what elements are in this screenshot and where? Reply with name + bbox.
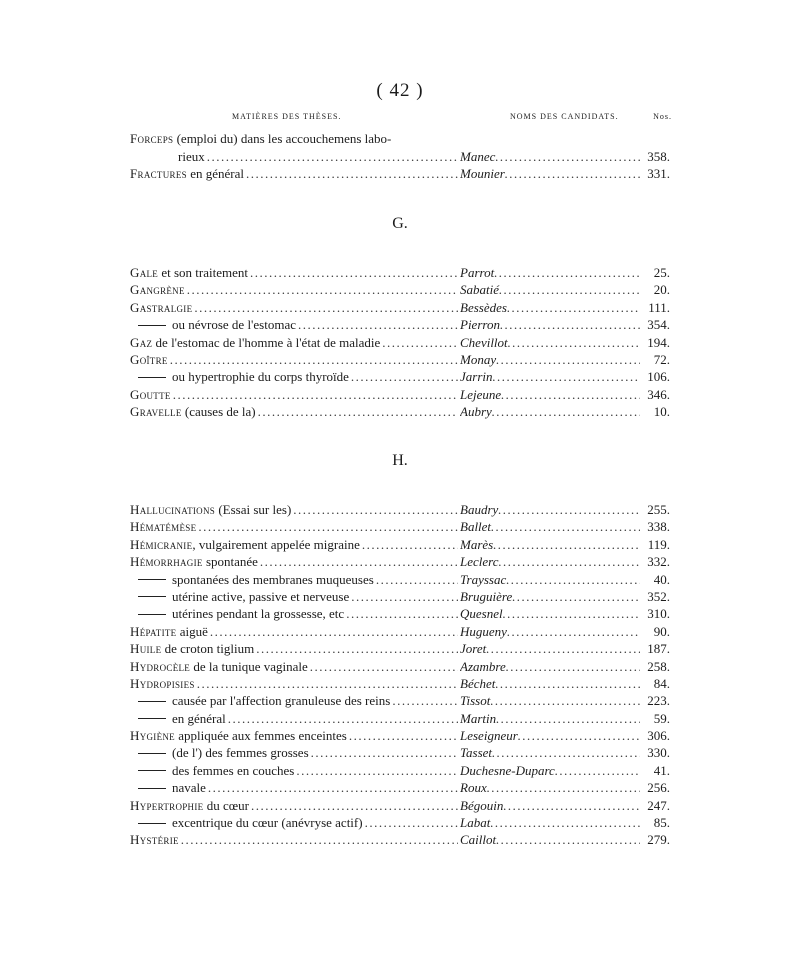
entry-subject: Hypertrophie du cœur .....	[130, 797, 458, 814]
entry-number: 338.	[647, 519, 670, 535]
entry-row	[130, 553, 670, 570]
entry-subject: Gravelle (causes de la) .....	[130, 403, 458, 420]
entry-candidate: Baudry .....	[460, 501, 640, 518]
entry-candidate: Ballet .....	[460, 518, 640, 535]
entry-number: 41.	[653, 762, 670, 778]
entry-row	[130, 623, 670, 640]
entry-subject: utérine active, passive et nerveuse .....	[130, 588, 458, 605]
entry-number: 247.	[647, 797, 670, 813]
entry-row	[130, 368, 670, 385]
entry-number: 279.	[647, 832, 670, 848]
entry-candidate: Chevillot .....	[460, 334, 640, 351]
entry-candidate: Sabatié .....	[460, 281, 640, 298]
entry-number: 40.	[653, 571, 670, 587]
entry-row	[130, 692, 670, 709]
entry-row	[130, 351, 670, 368]
entry-number: 85.	[653, 815, 670, 831]
entry-number: 106.	[647, 369, 670, 385]
page-number: ( 42 )	[376, 80, 424, 101]
entry-number: 90.	[653, 623, 670, 639]
entry-candidate: Martin .....	[460, 710, 640, 727]
entry-candidate: Mounier .....	[460, 165, 640, 182]
entry-subject: spontanées des membranes muqueuses .....	[130, 571, 458, 588]
entry-subject: Gangrène .....	[130, 281, 458, 298]
ditto-dash	[138, 753, 166, 754]
entry-candidate: Monay .....	[460, 351, 640, 368]
entry-number: 352.	[647, 588, 670, 604]
entry-row	[130, 675, 670, 692]
entry-number: 111.	[648, 299, 670, 315]
entry-number: 20.	[653, 282, 670, 298]
entry-candidate: Bégouin .....	[460, 797, 640, 814]
entry-row	[130, 744, 670, 761]
entry-number: 187.	[647, 641, 670, 657]
entry-subject: Fractures en général .....	[130, 165, 458, 182]
entry-number: 346.	[647, 386, 670, 402]
entry-candidate: Manec .....	[460, 148, 640, 165]
entry-subject: Goutte .....	[130, 386, 458, 403]
entry-number: 223.	[647, 693, 670, 709]
entry-candidate: Roux .....	[460, 779, 640, 796]
entry-subject: excentrique du cœur (anévryse actif) .....	[130, 814, 458, 831]
entry-row	[130, 165, 670, 182]
entry-row	[130, 334, 670, 351]
entry-row	[130, 797, 670, 814]
entry-subject: Gaz de l'estomac de l'homme à l'état de maladie .....	[130, 334, 458, 351]
entry-number: 331.	[647, 166, 670, 182]
header-subject: MATIÈRES DES THÈSES.	[232, 112, 342, 121]
entry-subject: Hémorrhagie spontanée .....	[130, 553, 458, 570]
entry-number: 59.	[653, 710, 670, 726]
entry-subject: Hallucinations (Essai sur les) .....	[130, 501, 458, 518]
header-candidates: NOMS DES CANDIDATS.	[510, 112, 619, 121]
entry-number: 84.	[653, 675, 670, 691]
entry-subject: Hygiène appliquée aux femmes enceintes .....	[130, 727, 458, 744]
entry-row	[130, 281, 670, 298]
entry-number: 332.	[647, 554, 670, 570]
entry-candidate: Hugueny .....	[460, 623, 640, 640]
section-g-entries	[130, 264, 670, 421]
entry-number: 10.	[653, 404, 670, 420]
entry-subject: Hépatite aiguë .....	[130, 623, 458, 640]
entry-row	[130, 403, 670, 420]
entry-candidate: Leseigneur .....	[460, 727, 640, 744]
entry-subject: causée par l'affection granuleuse des reins .....	[130, 692, 458, 709]
header-number: Nos.	[653, 112, 672, 121]
entry-subject: (de l') des femmes grosses .....	[130, 744, 458, 761]
entry-candidate: Marès .....	[460, 536, 640, 553]
ditto-dash	[138, 579, 166, 580]
entry-candidate: Quesnel .....	[460, 605, 640, 622]
entry-candidate: Aubry .....	[460, 403, 640, 420]
entry-row	[130, 386, 670, 403]
entry-number: 119.	[647, 536, 670, 552]
section-letter-g: G.	[392, 215, 408, 232]
entry-candidate: Trayssac .....	[460, 571, 640, 588]
ditto-dash	[138, 377, 166, 378]
section-letter-h: H.	[392, 452, 408, 469]
entry-row	[130, 501, 670, 518]
entry-candidate: Pierron .....	[460, 316, 640, 333]
entry-row	[130, 779, 670, 796]
entry-candidate: Bessèdes .....	[460, 299, 640, 316]
entry-row	[130, 536, 670, 553]
entry-subject: Hématémèse .....	[130, 518, 458, 535]
entry-candidate: Tasset .....	[460, 744, 640, 761]
entry-number: 256.	[647, 780, 670, 796]
entry-row	[130, 264, 670, 281]
section-f-entries	[130, 130, 670, 183]
entry-subject: ou névrose de l'estomac .....	[130, 316, 458, 333]
entry-number: 72.	[653, 351, 670, 367]
entry-subject: Gastralgie .....	[130, 299, 458, 316]
entry-number: 354.	[647, 317, 670, 333]
entry-candidate: Lejeune .....	[460, 386, 640, 403]
entry-number: 194.	[647, 334, 670, 350]
entry-row	[130, 710, 670, 727]
entry-row	[130, 658, 670, 675]
column-headers	[0, 112, 800, 126]
entry-row	[130, 571, 670, 588]
entry-number: 310.	[647, 606, 670, 622]
entry-candidate: Jarrin .....	[460, 368, 640, 385]
entry-candidate: Parrot .....	[460, 264, 640, 281]
entry-subject: Hystérie .....	[130, 831, 458, 848]
ditto-dash	[138, 718, 166, 719]
entry-number: 306.	[647, 728, 670, 744]
entry-number: 25.	[653, 265, 670, 280]
entry-row	[130, 316, 670, 333]
ditto-dash	[138, 614, 166, 615]
entry-row	[130, 727, 670, 744]
entry-row	[130, 299, 670, 316]
entry-subject: Forceps (emploi du) dans les accouchemens labo-	[130, 131, 392, 146]
entry-row	[130, 518, 670, 535]
entry-subject: Hémicranie, vulgairement appelée migraine .....	[130, 536, 458, 553]
entry-candidate: Labat .....	[460, 814, 640, 831]
entry-candidate: Azambre .....	[460, 658, 640, 675]
ditto-dash	[138, 823, 166, 824]
entry-candidate: Leclerc .....	[460, 553, 640, 570]
entry-subject: en général .....	[130, 710, 458, 727]
entry-subject: des femmes en couches .....	[130, 762, 458, 779]
entry-row	[130, 605, 670, 622]
entry-subject: Hydrocèle de la tunique vaginale .....	[130, 658, 458, 675]
entry-number: 330.	[647, 745, 670, 761]
ditto-dash	[138, 770, 166, 771]
entry-candidate: Bruguière .....	[460, 588, 640, 605]
entry-row	[130, 130, 670, 148]
entry-candidate: Joret .....	[460, 640, 640, 657]
entry-subject: ou hypertrophie du corps thyroïde .....	[130, 368, 458, 385]
entry-candidate: Duchesne-Duparc .....	[460, 762, 640, 779]
entry-candidate: Caillot .....	[460, 831, 640, 848]
ditto-dash	[138, 788, 166, 789]
entry-candidate: Tissot .....	[460, 692, 640, 709]
entry-row	[130, 831, 670, 848]
entry-number: 358.	[647, 149, 670, 164]
entry-subject: Huile de croton tiglium .....	[130, 640, 458, 657]
entry-subject: navale .....	[130, 779, 458, 796]
entry-subject: utérines pendant la grossesse, etc .....	[130, 605, 458, 622]
entry-number: 255.	[647, 502, 670, 517]
entry-subject: Hydropisies .....	[130, 675, 458, 692]
entry-row	[130, 814, 670, 831]
entry-candidate: Béchet .....	[460, 675, 640, 692]
ditto-dash	[138, 325, 166, 326]
entry-row	[130, 640, 670, 657]
entry-number: 258.	[647, 658, 670, 674]
entry-row	[130, 588, 670, 605]
ditto-dash	[138, 596, 166, 597]
entry-subject: Gale et son traitement .....	[130, 264, 458, 281]
entry-row	[130, 148, 670, 165]
entry-subject: rieux .....	[130, 148, 458, 165]
entry-subject: Goître .....	[130, 351, 458, 368]
entry-row	[130, 762, 670, 779]
section-h-entries	[130, 501, 670, 849]
ditto-dash	[138, 701, 166, 702]
